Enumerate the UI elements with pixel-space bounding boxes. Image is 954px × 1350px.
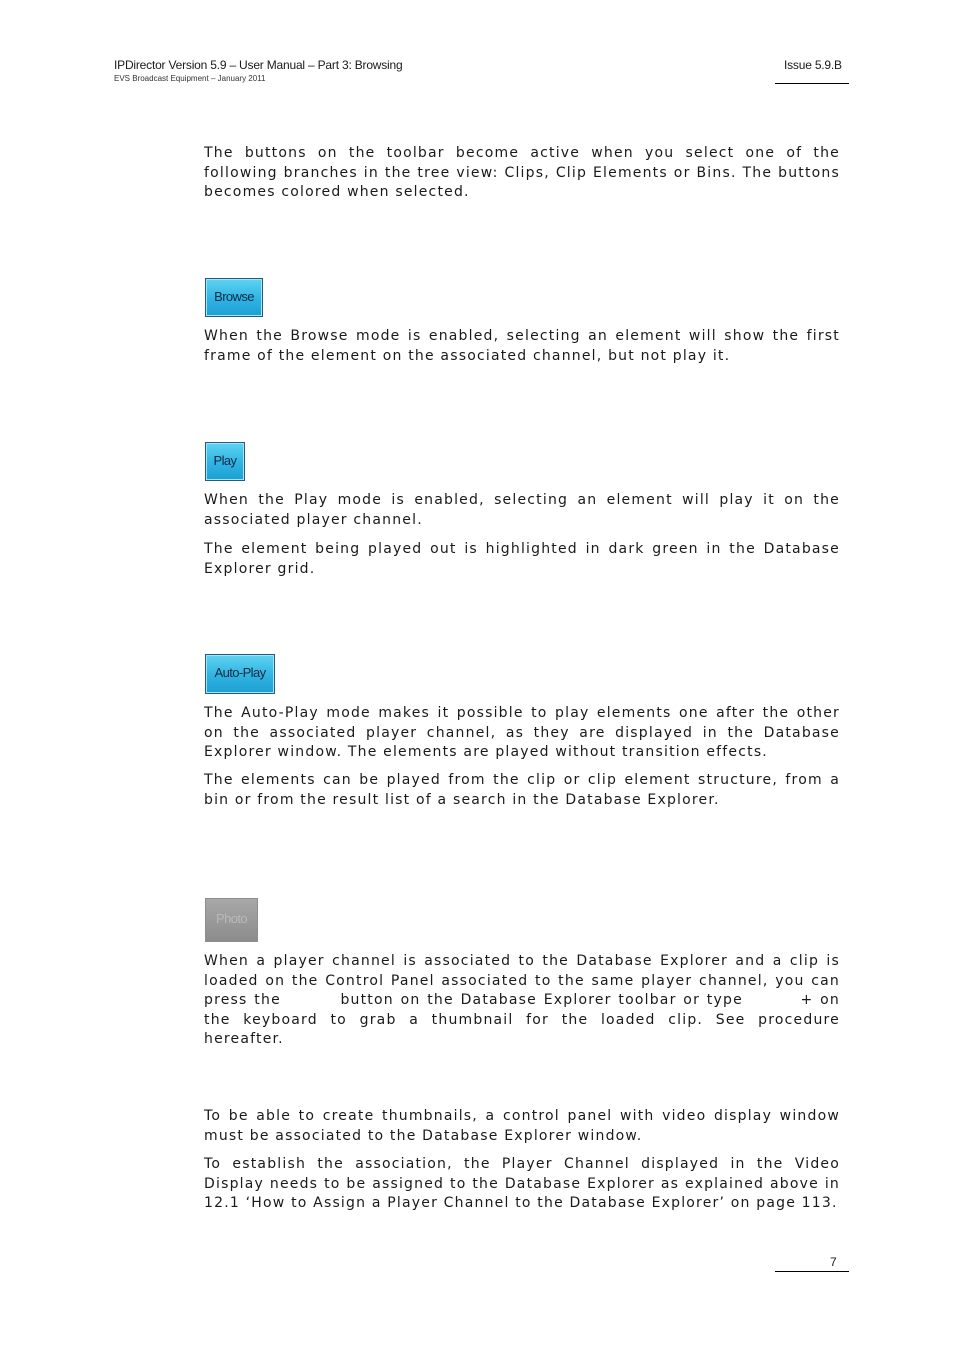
photo-text-part-c: on the keyboard to grab a thumbnail for the loaded clip. See procedure hereafter.	[204, 992, 841, 1047]
browse-paragraph: When the Browse mode is enabled, selecting an element will show the first frame of the element on the associated channel, but not play it.	[204, 328, 840, 364]
photo-text-part-b: button on the Database Explorer toolbar or type	[340, 992, 743, 1008]
browse-button[interactable]: Browse	[205, 278, 263, 317]
autoplay-paragraph-1: The Auto-Play mode makes it possible to play elements one after the other on the associated player channel, as they are displayed in the Database Explorer window. The elements are played without transition effects.	[204, 705, 840, 760]
document-title: IPDirector Version 5.9 – User Manual – Part 3: Browsing	[114, 58, 403, 72]
photo-text-plus: +	[800, 992, 814, 1008]
play-paragraph-1: When the Play mode is enabled, selecting an element will play it on the associated player channel.	[204, 492, 840, 528]
association-paragraph-2: To establish the association, the Player Channel displayed in the Video Display needs to be assigned to the Database Explorer as explained above in 12.1 ‘How to Assign a Player Channel to the Database Explorer’ on page 113.	[204, 1156, 840, 1211]
association-paragraph-1: To be able to create thumbnails, a control panel with video display window must be associated to the Database Explorer window.	[204, 1108, 840, 1144]
play-paragraph-2: The element being played out is highlighted in dark green in the Database Explorer grid.	[204, 541, 840, 577]
page-number: 7	[830, 1255, 837, 1269]
photo-text-part-a: When a player channel is associated to the Database Explorer and a clip is loaded on the Control Panel associated to the same player channel, you can press the	[204, 953, 840, 1008]
header-rule	[775, 83, 849, 84]
photo-paragraph	[204, 952, 840, 1050]
document-subtitle: EVS Broadcast Equipment – January 2011	[114, 74, 266, 83]
autoplay-paragraph-2: The elements can be played from the clip or clip element structure, from a bin or from the result list of a search in the Database Explorer.	[204, 772, 840, 808]
footer-rule	[775, 1271, 849, 1272]
auto-play-button[interactable]: Auto-Play	[205, 654, 275, 694]
play-button[interactable]: Play	[205, 442, 245, 481]
photo-button[interactable]: Photo	[205, 898, 258, 942]
issue-label: Issue 5.9.B	[784, 58, 842, 72]
intro-paragraph: The buttons on the toolbar become active when you select one of the following branches in the tree view: Clips, Clip Elements or Bins. The buttons becomes colored when selected.	[204, 145, 840, 200]
